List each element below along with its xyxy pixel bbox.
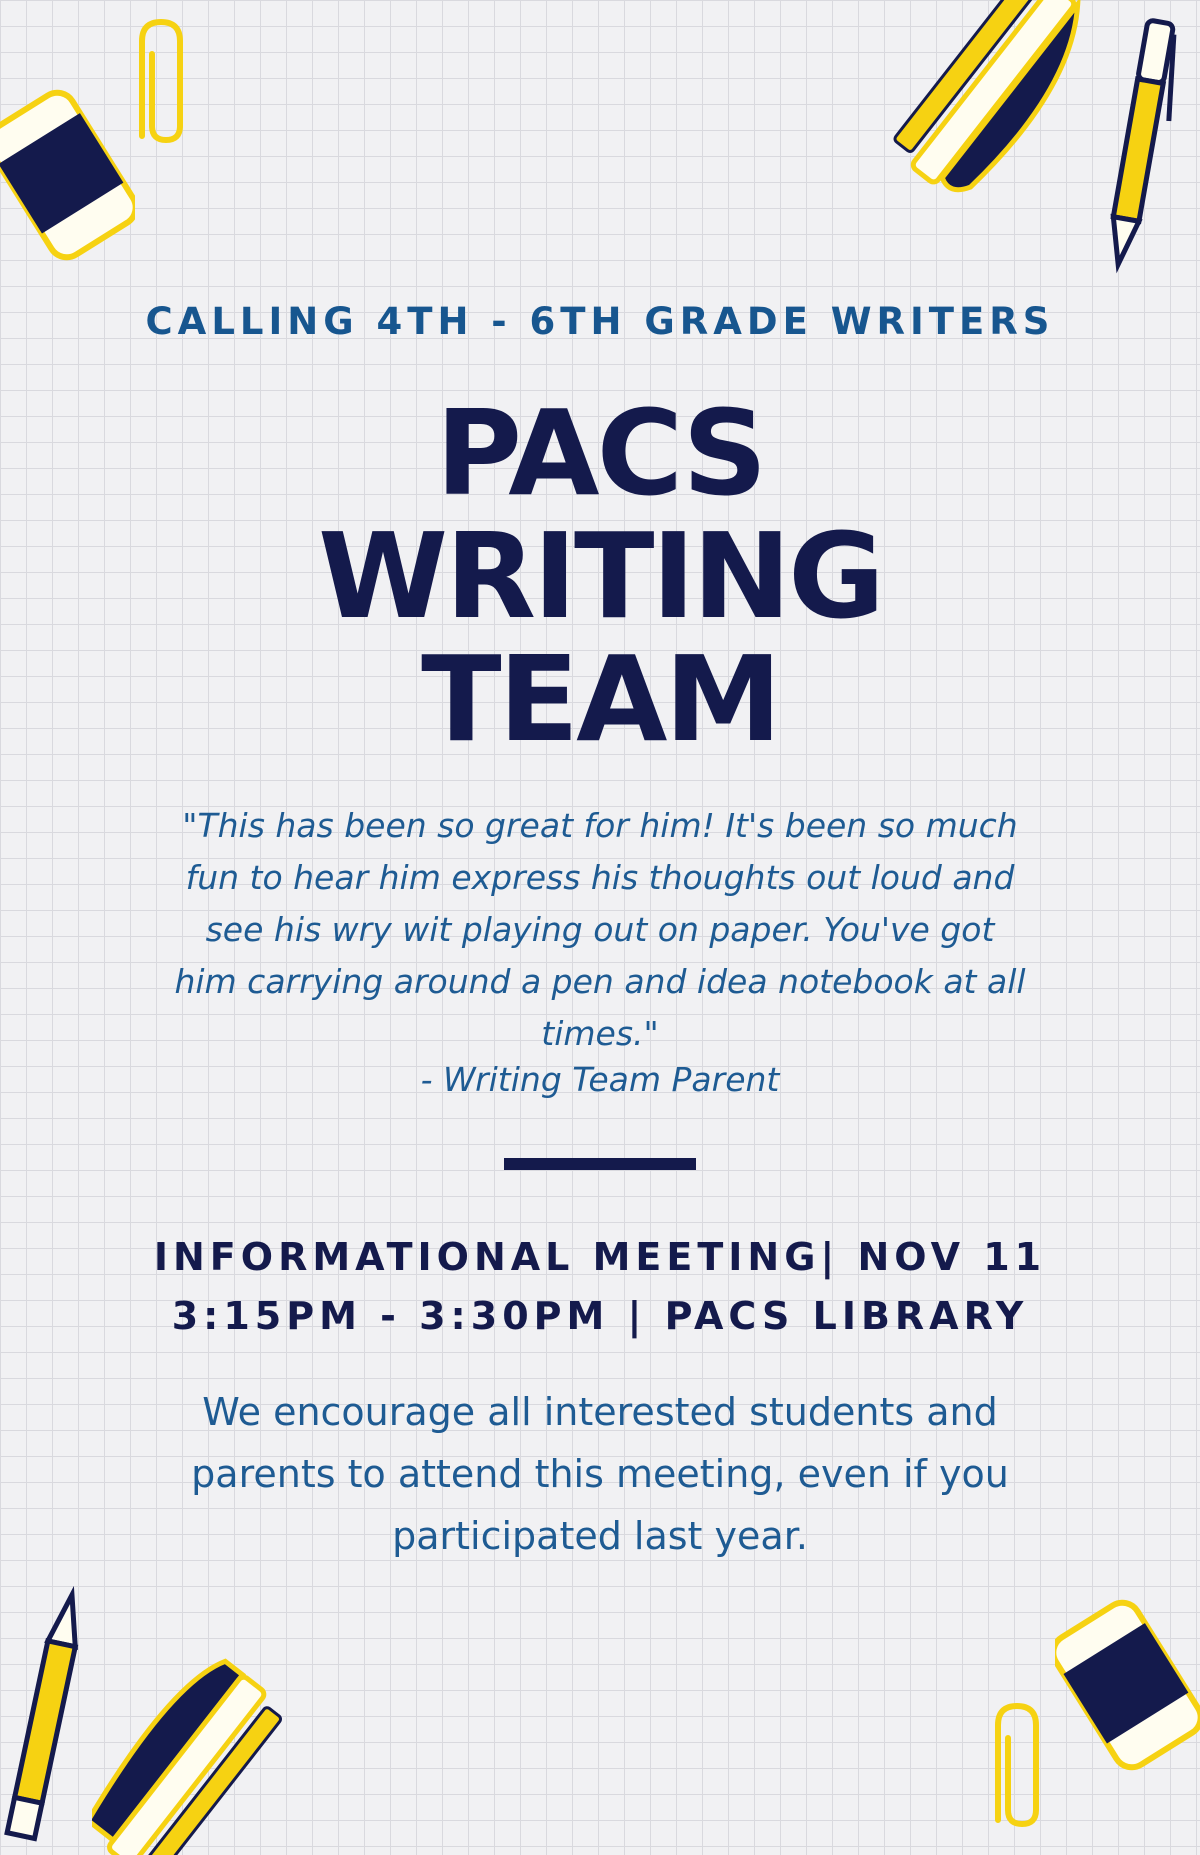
testimonial-quote: "This has been so great for him! It's been so much fun to hear him express his thoughts out loud and see his wry wit playing out on paper. You've got him carrying around a pen and idea notebook at all times." xyxy=(174,806,1026,1053)
quote-attribution: - Writing Team Parent xyxy=(420,1060,780,1099)
meeting-line: 3:15PM - 3:30PM | PACS LIBRARY xyxy=(171,1294,1029,1338)
pen-icon xyxy=(1098,16,1178,276)
stapler-icon xyxy=(878,0,1100,200)
pencil-icon xyxy=(0,1582,90,1852)
paperclip-icon xyxy=(978,1700,1058,1840)
subtitle: CALLING 4TH - 6TH GRADE WRITERS xyxy=(145,300,1055,343)
meeting-info xyxy=(0,1228,1200,1346)
meeting-line: INFORMATIONAL MEETING| NOV 11 xyxy=(153,1235,1047,1279)
divider xyxy=(504,1158,696,1170)
stapler-icon xyxy=(92,1655,307,1855)
title-line: WRITING xyxy=(318,507,882,645)
eraser-icon xyxy=(1055,1580,1200,1790)
page-title xyxy=(0,384,1200,768)
paperclip-icon xyxy=(122,16,202,156)
eraser-icon xyxy=(0,70,135,275)
encouragement-note: We encourage all interested students and parents to attend this meeting, even if you participated last year. xyxy=(191,1390,1009,1558)
title-line: TEAM xyxy=(421,630,779,768)
title-line: PACS xyxy=(435,384,765,522)
